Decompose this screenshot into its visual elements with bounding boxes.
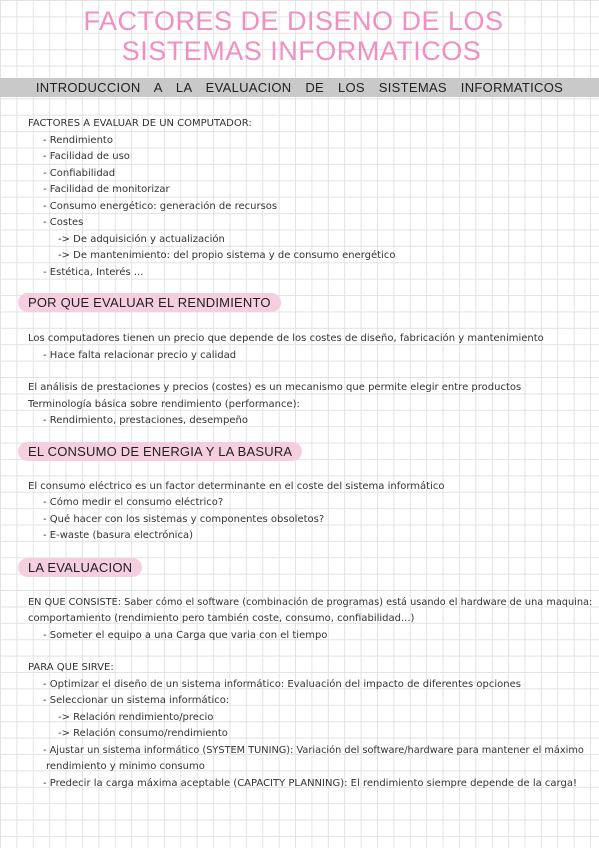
list-subitem: -> De mantenimiento: del propio sistema y de consumo energético: [58, 250, 396, 261]
paragraph-line: Los computadores tienen un precio que depende de los costes de diseño, fabricación y mantenimiento: [28, 333, 544, 344]
list-item: - Facilidad de uso: [43, 151, 130, 162]
list-item: - Facilidad de monitorizar: [43, 184, 170, 195]
section-heading-evaluacion: LA EVALUACION: [18, 558, 142, 577]
section-heading-rendimiento: POR QUE EVALUAR EL RENDIMIENTO: [18, 293, 281, 312]
list-subitem: -> Relación rendimiento/precio: [58, 712, 214, 723]
list-item: - Predecir la carga máxima aceptable (CAPACITY PLANNING): El rendimiento siempre depende de la carga!: [43, 778, 577, 789]
page-title-line-2: SISTEMAS INFORMATICOS: [121, 36, 482, 66]
paragraph-line: EN QUE CONSISTE: Saber cómo el software (combinación de programas) está usando el hardware de una maquina:: [28, 597, 593, 608]
paragraph-line: El análisis de prestaciones y precios (costes) es un mecanismo que permite elegir entre productos: [28, 382, 522, 393]
list-item: - Rendimiento, prestaciones, desempeño: [43, 415, 248, 426]
factors-label: FACTORES A EVALUAR DE UN COMPUTADOR:: [28, 118, 252, 129]
paragraph-line: rendimiento y minimo consumo: [46, 761, 205, 772]
paragraph-line: PARA QUE SIRVE:: [28, 662, 114, 673]
list-item: - Estética, Interés ...: [43, 267, 144, 278]
paragraph-line: comportamiento (rendimiento pero también coste, consumo, confiabilidad...): [28, 613, 415, 624]
list-item: - Confiabilidad: [43, 168, 116, 179]
list-item: - Someter el equipo a una Carga que varia con el tiempo: [43, 630, 328, 641]
section-heading-energia: EL CONSUMO DE ENERGIA Y LA BASURA: [18, 442, 302, 461]
paragraph-line: Terminología básica sobre rendimiento (performance):: [28, 399, 300, 410]
list-subitem: -> Relación consumo/rendimiento: [58, 728, 228, 739]
list-item: - Hace falta relacionar precio y calidad: [43, 350, 237, 361]
list-item: - E-waste (basura electrónica): [43, 530, 193, 541]
intro-bar-text: INTRODUCCION A LA EVALUACION DE LOS SISTEMAS INFORMATICOS: [35, 80, 564, 95]
list-item: - Cómo medir el consumo eléctrico?: [43, 497, 224, 508]
list-item: - Rendimiento: [43, 135, 113, 146]
list-item: - Ajustar un sistema informático (SYSTEM TUNING): Variación del software/hardware para mantener el máximo: [43, 745, 584, 756]
paragraph-line: El consumo eléctrico es un factor determinante en el coste del sistema informático: [28, 481, 445, 492]
list-item: - Optimizar el diseño de un sistema informático: Evaluación del impacto de diferentes opciones: [43, 679, 521, 690]
list-subitem: -> De adquisición y actualización: [58, 234, 225, 245]
list-item: - Seleccionar un sistema informático:: [43, 695, 230, 706]
list-item: - Costes: [43, 217, 84, 228]
list-item: - Qué hacer con los sistemas y componentes obsoletos?: [43, 514, 325, 525]
list-item: - Consumo energético: generación de recursos: [43, 201, 278, 212]
page-title-line-1: FACTORES DE DISENO DE LOS: [83, 6, 504, 36]
